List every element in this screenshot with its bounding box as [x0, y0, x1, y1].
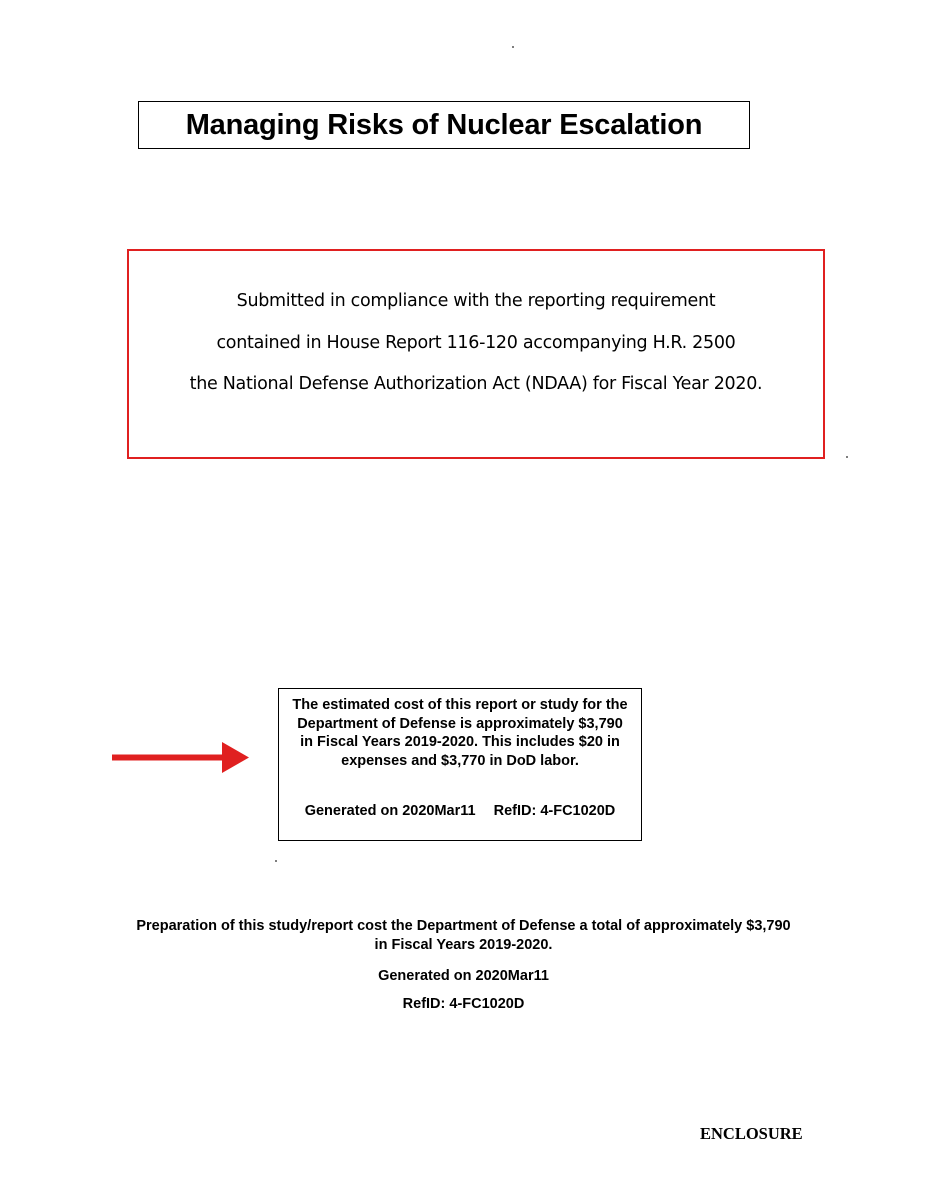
enclosure-label: ENCLOSURE — [700, 1124, 803, 1143]
compliance-line-1: Submitted in compliance with the reporting requirement — [236, 291, 716, 311]
document-title: Managing Risks of Nuclear Escalation — [185, 108, 703, 141]
compliance-box — [127, 249, 825, 459]
preparation-line-2: in Fiscal Years 2019-2020. — [374, 937, 553, 953]
cost-estimate-box — [278, 688, 642, 841]
compliance-line-3: the National Defense Authorization Act (NDAA) for Fiscal Year 2020. — [189, 374, 763, 394]
compliance-line-2: contained in House Report 116-120 accompanying H.R. 2500 — [216, 333, 736, 353]
cost-estimate-footer — [279, 803, 641, 819]
scan-speck — [275, 860, 277, 862]
preparation-refid: RefID: 4-FC1020D — [402, 996, 525, 1012]
scan-speck — [846, 456, 848, 458]
preparation-statement — [60, 917, 867, 1012]
preparation-generated-date: Generated on 2020Mar11 — [378, 968, 549, 984]
cost-refid: RefID: 4-FC1020D — [493, 803, 616, 819]
cost-generated-date: Generated on 2020Mar11 — [304, 803, 476, 819]
preparation-line-1: Preparation of this study/report cost the Department of Defense a total of approximately $3,790 — [136, 918, 791, 934]
right-arrow-icon — [112, 742, 252, 774]
scan-speck — [512, 46, 514, 48]
title-box — [138, 101, 750, 149]
cost-estimate-text: The estimated cost of this report or study for the Department of Defense is approximately $3,790 in Fiscal Years 2019-2020. This includes $20 in expenses and $3,770 in DoD labor. — [292, 697, 628, 769]
